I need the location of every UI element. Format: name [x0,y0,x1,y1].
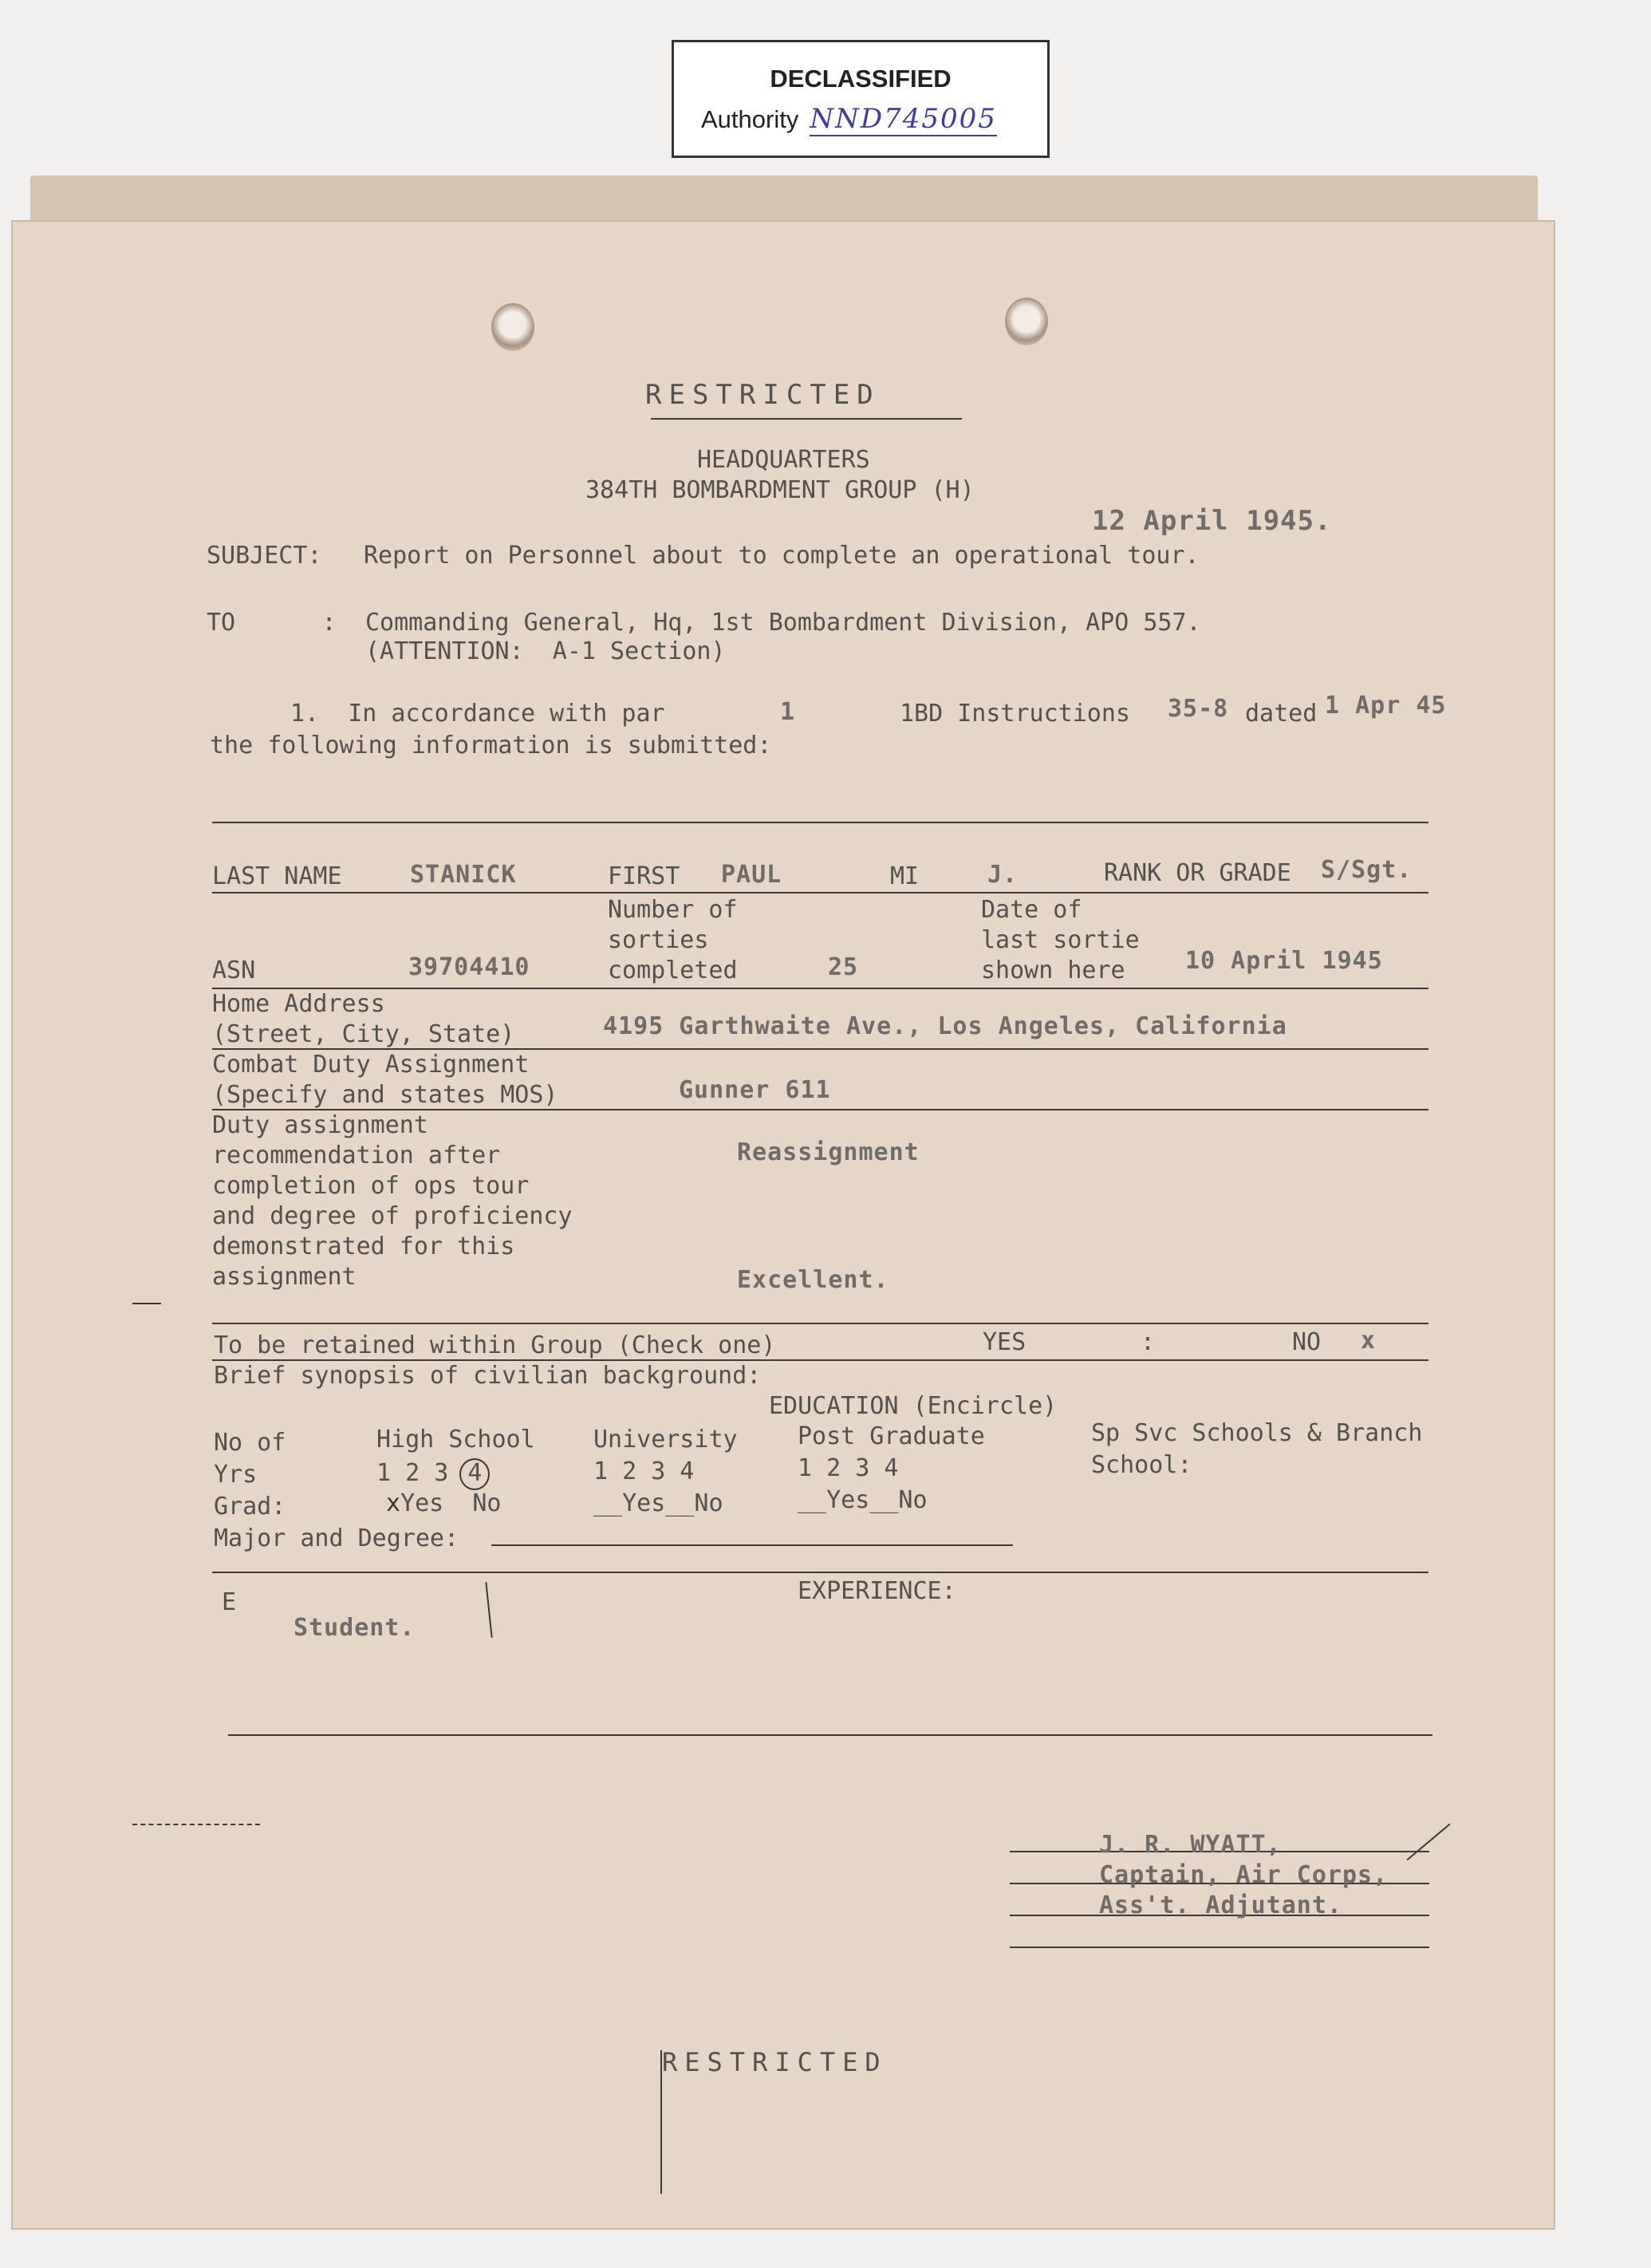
major-degree-label: Major and Degree: [214,1524,459,1552]
retained-label: To be retained within Group (Check one) [214,1331,776,1359]
post-graduate-label: Post Graduate [798,1422,985,1450]
duty-label-2: recommendation after [212,1142,501,1169]
asn-value: 39704410 [408,953,530,981]
retained-yes-label: YES [983,1328,1026,1356]
retained-no-label: NO [1292,1328,1322,1356]
duty-recommendation-value: Reassignment [737,1138,920,1166]
paragraph-prefix: 1. In accordance with par [290,700,665,728]
education-label: EDUCATION (Encircle) [769,1392,1058,1420]
high-school-years-circled: 4 [459,1458,490,1490]
rank-value: S/Sgt. [1321,856,1413,884]
stamp-authority [701,103,997,135]
duty-label-4: and degree of proficiency [212,1202,573,1230]
first-name-value: PAUL [721,861,782,889]
instructions-number: 35-8 [1168,695,1229,723]
form-rule [212,1048,1428,1050]
divider [651,418,962,420]
high-school-years-values: 1 2 3 [376,1459,449,1487]
hq-line: HEADQUARTERS [697,446,870,474]
classification-footer: RESTRICTED [662,2047,888,2077]
duty-label-5: demonstrated for this [212,1233,515,1260]
home-address-value: 4195 Garthwaite Ave., Los Angeles, California [603,1012,1287,1040]
sorties-label-2: sorties [608,926,709,954]
first-name-label: FIRST [608,862,680,890]
experience-label: EXPERIENCE: [798,1577,956,1605]
to-text: Commanding General, Hq, 1st Bombardment Division, APO 557. [365,609,1201,637]
margin-mark [132,1824,260,1825]
high-school-grad [386,1490,502,1517]
stamp-authority-label: Authority [701,105,799,133]
attention-line: (ATTENTION: A-1 Section) [365,637,726,665]
post-graduate-grad: __Yes__No [798,1486,928,1514]
last-sortie-value: 10 April 1945 [1185,947,1383,975]
document-sheet [13,222,1554,2228]
footer-mark [660,2050,662,2194]
university-label: University [593,1426,738,1453]
punch-hole [491,303,534,351]
sorties-label-1: Number of [608,896,738,924]
stamp-authority-value: NND745005 [810,103,997,135]
mi-label: MI [890,862,920,890]
margin-mark [132,1303,161,1304]
signature-role: Ass't. Adjutant. [1099,1891,1342,1919]
classification-header: RESTRICTED [645,379,881,411]
duty-label-6: assignment [212,1263,357,1291]
subject-label: SUBJECT: [207,542,322,570]
dated-value: 1 Apr 45 [1325,692,1447,720]
form-rule [491,1544,1013,1546]
memo-date: 12 April 1945. [1092,505,1332,537]
signature-name: J. R. WYATT, [1099,1831,1282,1859]
sp-svc-label-1: Sp Svc Schools & Branch [1091,1419,1423,1447]
sp-svc-label-2: School: [1091,1451,1192,1479]
unit-line: 384TH BOMBARDMENT GROUP (H) [585,476,975,504]
university-grad: __Yes__No [593,1489,723,1517]
form-rule [212,1359,1428,1361]
retained-separator: : [1141,1328,1156,1356]
rank-label: RANK OR GRADE [1104,859,1291,887]
post-graduate-years: 1 2 3 4 [798,1454,899,1482]
form-rule [212,988,1428,989]
signature-title: Captain, Air Corps, [1099,1861,1389,1889]
last-sortie-label-3: shown here [981,957,1125,984]
stamp-title: DECLASSIFIED [770,65,952,93]
proficiency-value: Excellent. [737,1266,889,1294]
signature-mark [1407,1824,1451,1861]
combat-label-1: Combat Duty Assignment [212,1051,530,1079]
subject-text: Report on Personnel about to complete an operational tour. [364,542,1200,570]
high-school-grad-value: Yes No [400,1489,502,1517]
form-rule [212,1572,1428,1573]
last-name-value: STANICK [410,861,517,889]
sorties-value: 25 [828,953,859,981]
mi-value: J. [987,861,1019,889]
high-school-grad-check: x [386,1489,401,1517]
combat-value: Gunner 611 [679,1076,831,1104]
asn-label: ASN [212,957,256,984]
signature-rule [1010,1947,1429,1948]
home-label-2: (Street, City, State) [212,1020,515,1048]
home-label-1: Home Address [212,990,385,1018]
last-sortie-label-2: last sortie [981,926,1140,954]
e-mark: E [222,1588,237,1616]
to-label: TO : [207,609,337,637]
form-rule [485,1582,492,1638]
experience-value: Student. [294,1614,416,1642]
synopsis-label: Brief synopsis of civilian background: [214,1362,762,1390]
punch-hole [1005,298,1048,345]
last-sortie-label-1: Date of [981,896,1082,924]
instructions-label: 1BD Instructions [900,700,1130,728]
last-name-label: LAST NAME [212,862,342,890]
duty-label-1: Duty assignment [212,1111,428,1139]
yrs-label: Yrs [214,1461,258,1489]
form-rule [212,1323,1428,1324]
no-of-label: No of [214,1429,286,1457]
combat-label-2: (Specify and states MOS) [212,1081,558,1109]
form-rule [212,892,1428,893]
high-school-years [376,1458,490,1490]
high-school-label: High School [376,1426,535,1453]
retained-no-check: x [1361,1327,1377,1355]
form-rule [228,1734,1432,1736]
par-number: 1 [780,698,796,726]
duty-label-3: completion of ops tour [212,1172,530,1200]
university-years: 1 2 3 4 [593,1457,695,1485]
form-rule [212,822,1428,823]
sorties-label-3: completed [608,957,738,984]
grad-label: Grad: [214,1493,286,1521]
paragraph-line-2: the following information is submitted: [210,732,772,759]
form-rule [212,1109,1428,1110]
dated-label: dated [1245,700,1318,728]
declassified-stamp [672,40,1050,158]
